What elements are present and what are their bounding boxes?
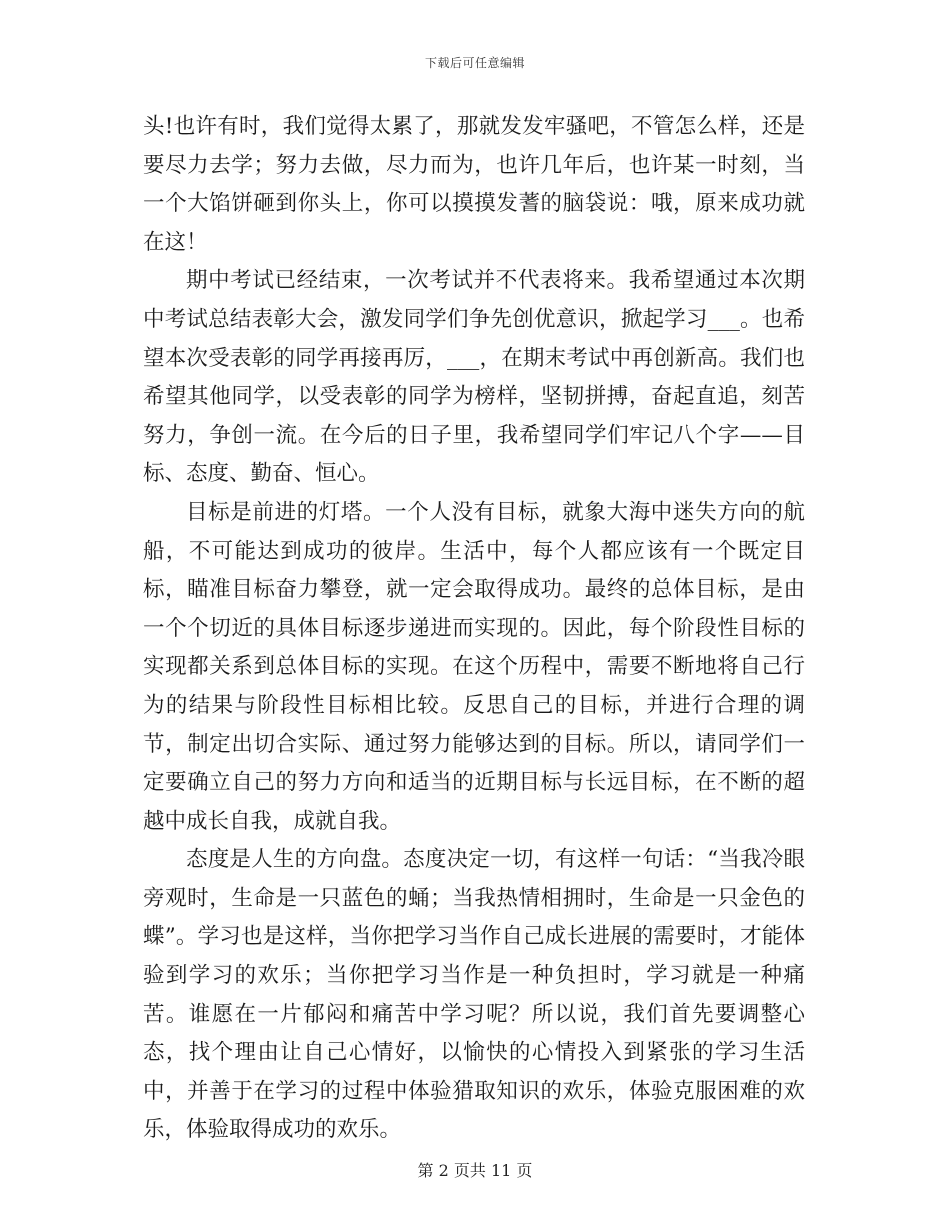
page-header: 下载后可任意编辑	[424, 56, 525, 70]
document-body	[143, 108, 805, 1150]
paragraph-goals: 目标是前进的灯塔。一个人没有目标，就象大海中迷失方向的航船，不可能达到成功的彼岸。生活中，每个人都应该有一个既定目标，瞄准目标奋力攀登，就一定会取得成功。最终的总体目标，是由一个个切近的具体目标逐步递进而实现的。因此，每个阶段性目标的实现都关系到总体目标的实现。在这个历程中，需要不断地将自己行为的结果与阶段性目标相比较。反思自己的目标，并进行合理的调节，制定出切合实际、通过努力能够达到的目标。所以，请同学们一定要确立自己的努力方向和适当的近期目标与长远目标，在不断的超越中成长自我，成就自我。	[143, 499, 805, 834]
paragraph-continuation: 头!也许有时，我们觉得太累了，那就发发牢骚吧，不管怎么样，还是要尽力去学；努力去做，尽力而为，也许几年后，也许某一时刻，当一个大馅饼砸到你头上，你可以摸摸发蓍的脑袋说：哦，原来成功就在这！	[143, 114, 805, 255]
paragraph-exam-summary: 期中考试已经结束，一次考试并不代表将来。我希望通过本次期中考试总结表彰大会，激发同学们争先创优意识，掀起学习___。也希望本次受表彰的同学再接再厉，___，在期末考试中再创新高。我们也希望其他同学，以受表彰的同学为榜样，坚韧拼搏，奋起直追，刻苦努力，争创一流。在今后的日子里，我希望同学们牢记八个字——目标、态度、勤奋、恒心。	[143, 268, 805, 487]
page-number: 第 2 页共 11 页	[417, 1161, 533, 1180]
paragraph-attitude: 态度是人生的方向盘。态度决定一切，有这样一句话：“当我冷眼旁观时，生命是一只蓝色的蛹；当我热情相拥时，生命是一只金色的蝶”。学习也是这样，当你把学习当作自己成长进展的需要时，才能体验到学习的欢乐；当你把学习当作是一种负担时，学习就是一种痛苦。谁愿在一片郁闷和痛苦中学习呢？所以说，我们首先要调整心态，找个理由让自己心情好，以愉快的心情投入到紧张的学习生活中，并善于在学习的过程中体验猎取知识的欢乐，体验克服困难的欢乐，体验取得成功的欢乐。	[143, 847, 805, 1143]
